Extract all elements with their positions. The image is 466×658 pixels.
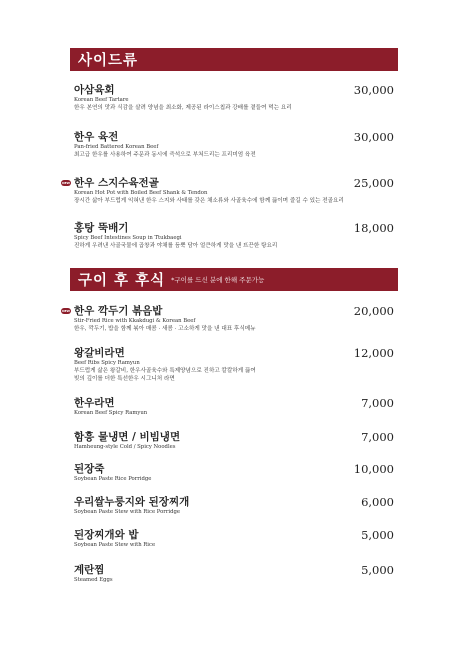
section-note: *구이를 드신 분에 한해 주문가능 [171, 276, 265, 284]
item-description: 진하게 우려낸 사골국물에 곱창과 야채를 듬뿍 담아 얼큰하게 맛을 낸 뜨끈한 탕요리 [74, 243, 278, 249]
menu-item [74, 347, 394, 383]
menu-item [74, 84, 394, 113]
item-price: 10,000 [353, 462, 394, 476]
item-name-row [62, 305, 394, 317]
section-banner-after-grill [70, 268, 398, 291]
item-price: 25,000 [353, 176, 394, 190]
item-price: 30,000 [353, 83, 394, 97]
item-name: 한우라면 [74, 397, 115, 409]
item-price: 12,000 [353, 346, 394, 360]
item-english-name: Pan-fried Battered Korean Beef [74, 144, 159, 150]
item-description: 부드럽게 삶은 왕갈비, 한우사골육수와 특제양념으로 진하고 칼칼하게 끓여 [74, 368, 256, 374]
item-name: 한우 깍두기 볶음밥 [74, 305, 163, 317]
item-price: 5,000 [361, 528, 394, 542]
item-name: 우리쌀누룽지와 된장찌개 [74, 496, 190, 508]
menu-item [74, 463, 394, 483]
section-banner-sides [70, 48, 398, 71]
item-name: 된장찌개와 밥 [74, 529, 139, 541]
item-price: 6,000 [361, 495, 394, 509]
menu-item [74, 431, 394, 451]
item-english-name: Soybean Paste Rice Porridge [74, 476, 152, 482]
item-name: 왕갈비라면 [74, 347, 125, 359]
item-name: 한우 육전 [74, 131, 119, 143]
item-price: 5,000 [361, 563, 394, 577]
item-price: 18,000 [353, 221, 394, 235]
item-name: 함흥 물냉면 / 비빔냉면 [74, 431, 181, 443]
item-english-name: Beef Ribs Spicy Ramyun [74, 360, 140, 366]
item-english-name: Soybean Paste Stew with Rice Porridge [74, 509, 180, 515]
menu-item [74, 131, 394, 160]
item-english-name: Soybean Paste Stew with Rice [74, 542, 156, 548]
item-english-name: Stir-Fried Rice with Kkakdugi & Korean Beef [74, 318, 196, 324]
item-name: 한우 스지수육전골 [74, 177, 159, 189]
item-english-name: Spicy Beef Intestines Soup in Ttukbaegi [74, 235, 182, 241]
new-badge: NEW [62, 309, 70, 313]
item-price: 7,000 [361, 396, 394, 410]
new-badge: NEW [62, 181, 70, 185]
item-english-name: Korean Hot Pot with Boiled Beef Shank & Tendon [74, 190, 208, 196]
item-description: 최고급 한우를 사용하여 주문과 동시에 즉석으로 부쳐드리는 프리미엄 육전 [74, 152, 256, 158]
menu-item [74, 222, 394, 251]
item-description: 장시간 삶아 부드럽게 익혀낸 한우 스지와 사태를 갖은 채소류와 사골육수에 함께 끓이며 즐길 수 있는 전골요리 [74, 198, 344, 204]
menu-item [74, 564, 394, 584]
menu-item [74, 529, 394, 549]
item-description: 한우, 깍두기, 밥을 함께 볶아 매콤 · 새콤 · 고소하게 맛을 낸 대표 후식메뉴 [74, 326, 256, 332]
menu-item [74, 397, 394, 417]
item-name: 된장죽 [74, 463, 105, 475]
item-english-name: Hamheung-style Cold / Spicy Noodles [74, 444, 176, 450]
menu-item [62, 304, 394, 334]
section-title: 사이드류 [78, 53, 139, 69]
item-price: 7,000 [361, 430, 394, 444]
section-title: 구이 후 후식 [78, 273, 166, 289]
item-description: 빚의 깊이를 더한 특선한우 시그니처 라면 [74, 375, 175, 382]
item-name-row [62, 177, 394, 189]
item-english-name: Korean Beef Tartare [74, 97, 129, 103]
item-description: 한우 본연의 맛과 식감을 살려 양념을 최소화, 제공된 라이스칩과 강배를 곁들여 먹는 요리 [74, 105, 292, 111]
item-name: 홍탕 뚝배기 [74, 222, 129, 234]
item-english-name: Steamed Eggs [74, 577, 113, 583]
item-name: 아삼육회 [74, 84, 115, 96]
item-name: 계란찜 [74, 564, 105, 576]
item-price: 30,000 [353, 130, 394, 144]
item-price: 20,000 [353, 304, 394, 318]
item-english-name: Korean Beef Spicy Ramyun [74, 410, 148, 416]
menu-item [62, 176, 394, 206]
menu-item [74, 496, 394, 516]
